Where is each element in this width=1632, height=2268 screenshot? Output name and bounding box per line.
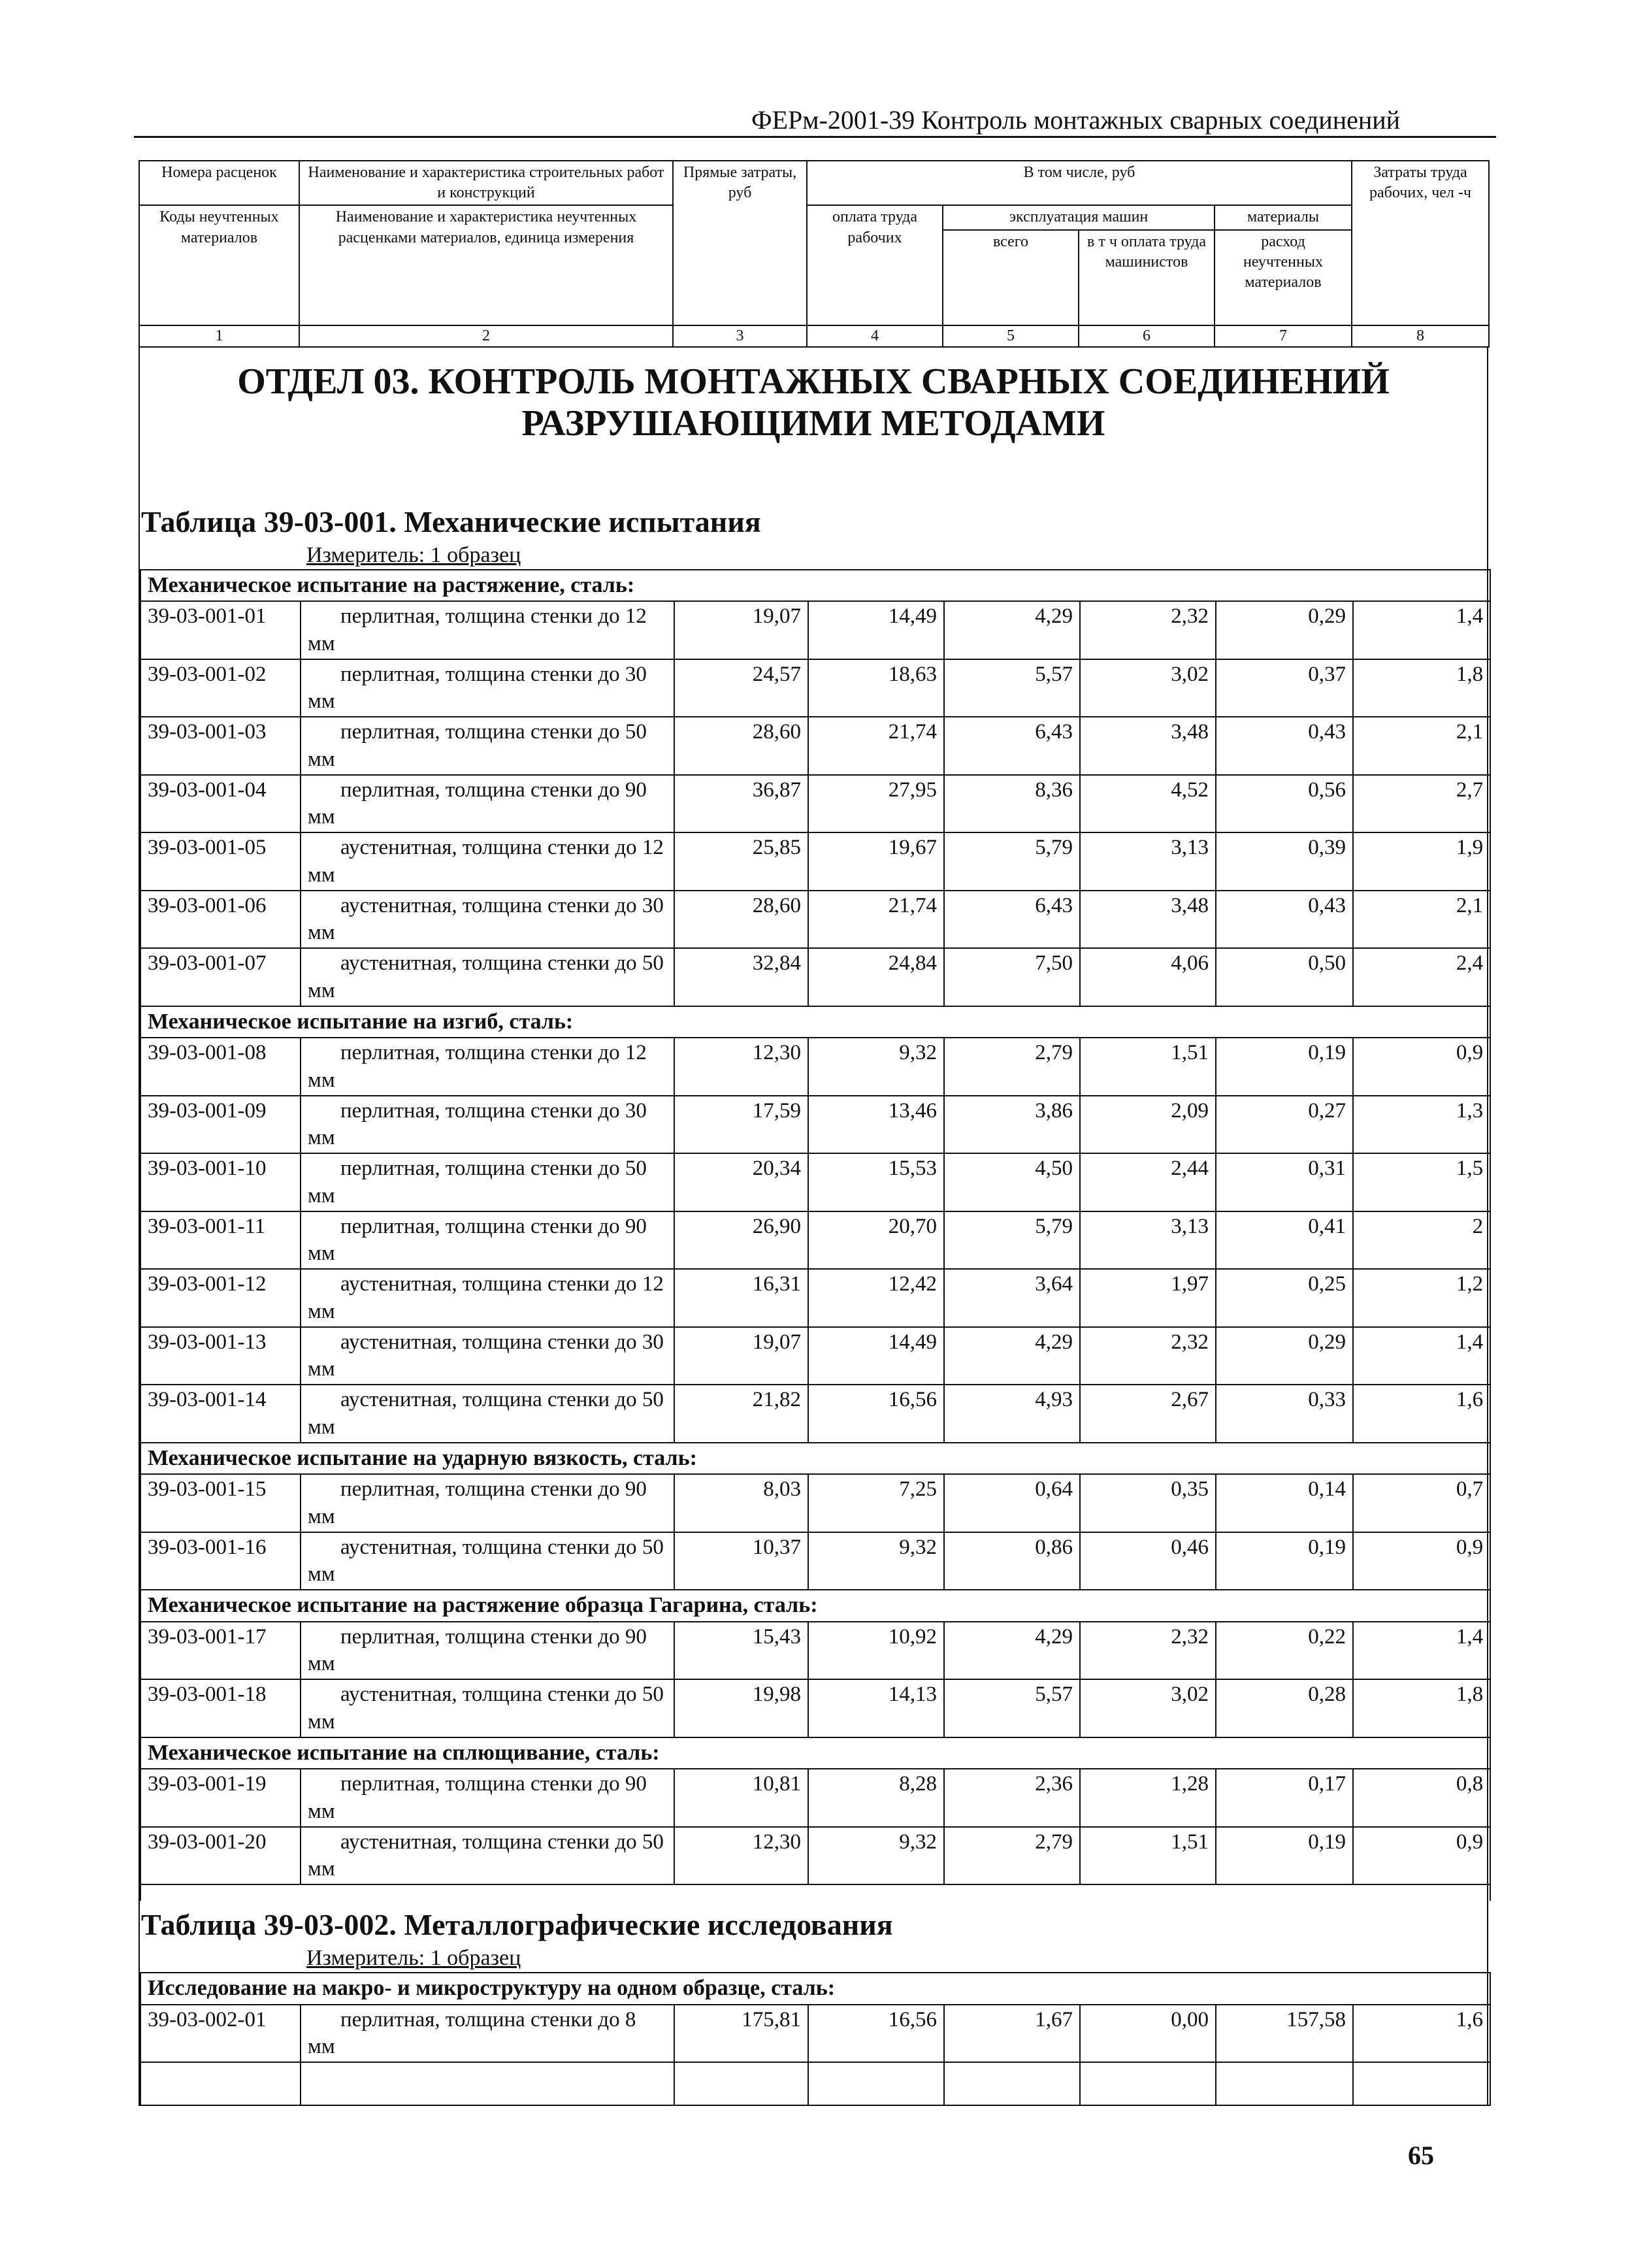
value-direct: 10,81 bbox=[674, 1769, 808, 1827]
work-description: аустенитная, толщина стенки до 12 мм bbox=[301, 832, 674, 891]
value-materials: 0,29 bbox=[1216, 601, 1353, 659]
value-mach-total: 0,64 bbox=[944, 1474, 1080, 1532]
work-description: перлитная, толщина стенки до 12 мм bbox=[301, 1038, 674, 1096]
rate-code: 39-03-001-08 bbox=[140, 1038, 301, 1096]
value-mach-labor: 0,00 bbox=[1080, 2005, 1216, 2063]
value-materials: 0,56 bbox=[1216, 775, 1353, 833]
value-materials: 0,25 bbox=[1216, 1269, 1353, 1327]
value-direct: 19,07 bbox=[674, 1327, 808, 1385]
value-direct: 24,57 bbox=[674, 659, 808, 717]
value-hours: 1,4 bbox=[1353, 601, 1490, 659]
department-heading bbox=[139, 348, 1488, 498]
value-materials: 0,33 bbox=[1216, 1385, 1353, 1443]
value-labor: 12,42 bbox=[808, 1269, 944, 1327]
table-row bbox=[140, 1769, 1490, 1827]
value-hours: 1,9 bbox=[1353, 832, 1490, 891]
work-description: перлитная, толщина стенки до 50 мм bbox=[301, 1153, 674, 1211]
table-row bbox=[140, 1153, 1490, 1211]
column-number: 5 bbox=[943, 325, 1079, 347]
value-labor: 27,95 bbox=[808, 775, 944, 833]
value-labor: 14,49 bbox=[808, 1327, 944, 1385]
table-row bbox=[140, 1622, 1490, 1680]
value-mach-labor: 2,32 bbox=[1080, 1327, 1216, 1385]
spacer-row bbox=[140, 1884, 1490, 1901]
value-mach-labor: 0,46 bbox=[1080, 1532, 1216, 1590]
value-mach-total: 7,50 bbox=[944, 948, 1080, 1006]
value-labor: 9,32 bbox=[808, 1827, 944, 1885]
table-row bbox=[140, 2005, 1490, 2063]
value-labor: 16,56 bbox=[808, 1385, 944, 1443]
value-mach-labor: 3,02 bbox=[1080, 1679, 1216, 1737]
value-hours: 1,6 bbox=[1353, 2005, 1490, 2063]
department-title-line1: ОТДЕЛ 03. КОНТРОЛЬ МОНТАЖНЫХ СВАРНЫХ СОЕДИНЕНИЙ bbox=[237, 361, 1390, 402]
rate-code: 39-03-001-05 bbox=[140, 832, 301, 891]
value-labor: 18,63 bbox=[808, 659, 944, 717]
value-materials: 0,50 bbox=[1216, 948, 1353, 1006]
value-direct: 19,98 bbox=[674, 1679, 808, 1737]
section-heading: Механическое испытание на растяжение образца Гагарина, сталь: bbox=[140, 1590, 1490, 1622]
value-hours: 1,8 bbox=[1353, 659, 1490, 717]
value-mach-labor: 3,48 bbox=[1080, 717, 1216, 775]
work-description: аустенитная, толщина стенки до 50 мм bbox=[301, 1385, 674, 1443]
value-mach-total: 2,79 bbox=[944, 1038, 1080, 1096]
value-labor: 8,28 bbox=[808, 1769, 944, 1827]
value-labor: 15,53 bbox=[808, 1153, 944, 1211]
rate-table-body bbox=[140, 1972, 1491, 2106]
work-description: аустенитная, толщина стенки до 50 мм bbox=[301, 948, 674, 1006]
value-hours: 0,8 bbox=[1353, 1769, 1490, 1827]
section-heading-row bbox=[140, 1443, 1490, 1475]
header-material-consumption: расход неучтенных материалов bbox=[1215, 230, 1352, 325]
rate-code: 39-03-001-17 bbox=[140, 1622, 301, 1680]
value-materials: 0,28 bbox=[1216, 1679, 1353, 1737]
value-direct: 20,34 bbox=[674, 1153, 808, 1211]
table-row bbox=[140, 1096, 1490, 1154]
value-labor: 19,67 bbox=[808, 832, 944, 891]
value-materials: 0,39 bbox=[1216, 832, 1353, 891]
value-mach-total: 4,93 bbox=[944, 1385, 1080, 1443]
rate-code: 39-03-001-01 bbox=[140, 601, 301, 659]
value-direct: 26,90 bbox=[674, 1211, 808, 1270]
rate-code: 39-03-001-18 bbox=[140, 1679, 301, 1737]
value-hours: 1,4 bbox=[1353, 1622, 1490, 1680]
column-number: 2 bbox=[299, 325, 673, 347]
rate-code: 39-03-001-07 bbox=[140, 948, 301, 1006]
value-mach-total: 5,57 bbox=[944, 1679, 1080, 1737]
rate-table bbox=[139, 1901, 1488, 2106]
work-description: перлитная, толщина стенки до 8 мм bbox=[301, 2005, 674, 2063]
value-materials: 0,43 bbox=[1216, 891, 1353, 949]
value-hours: 1,8 bbox=[1353, 1679, 1490, 1737]
rate-code: 39-03-002-01 bbox=[140, 2005, 301, 2063]
table-row bbox=[140, 1269, 1490, 1327]
value-mach-labor: 1,51 bbox=[1080, 1038, 1216, 1096]
rate-code: 39-03-001-02 bbox=[140, 659, 301, 717]
section-heading-row bbox=[140, 1590, 1490, 1622]
value-mach-labor: 3,13 bbox=[1080, 1211, 1216, 1270]
work-description: перлитная, толщина стенки до 90 мм bbox=[301, 1211, 674, 1270]
table-row bbox=[140, 601, 1490, 659]
value-mach-total: 4,50 bbox=[944, 1153, 1080, 1211]
value-direct: 17,59 bbox=[674, 1096, 808, 1154]
value-mach-labor: 1,51 bbox=[1080, 1827, 1216, 1885]
header-including: В том числе, руб bbox=[807, 161, 1352, 205]
value-materials: 0,27 bbox=[1216, 1096, 1353, 1154]
value-labor: 9,32 bbox=[808, 1038, 944, 1096]
table-row bbox=[140, 659, 1490, 717]
page-number: 65 bbox=[1408, 2141, 1434, 2170]
work-description: аустенитная, толщина стенки до 50 мм bbox=[301, 1532, 674, 1590]
value-materials: 0,22 bbox=[1216, 1622, 1353, 1680]
table-row bbox=[140, 1385, 1490, 1443]
header-machine-operation: эксплуатация машин bbox=[943, 205, 1215, 229]
value-labor: 21,74 bbox=[808, 717, 944, 775]
rate-code: 39-03-001-19 bbox=[140, 1769, 301, 1827]
column-number: 8 bbox=[1352, 325, 1489, 347]
table-title: Таблица 39-03-002. Металлографические исследования bbox=[141, 1908, 893, 1942]
value-mach-total: 4,29 bbox=[944, 1327, 1080, 1385]
work-description: аустенитная, толщина стенки до 30 мм bbox=[301, 891, 674, 949]
header-direct-costs: Прямые затраты, руб bbox=[673, 161, 807, 325]
value-hours: 1,2 bbox=[1353, 1269, 1490, 1327]
table-header bbox=[139, 160, 1490, 348]
value-mach-labor: 2,67 bbox=[1080, 1385, 1216, 1443]
work-description: перлитная, толщина стенки до 90 мм bbox=[301, 1474, 674, 1532]
value-mach-labor: 2,32 bbox=[1080, 601, 1216, 659]
rate-code: 39-03-001-11 bbox=[140, 1211, 301, 1270]
work-description: аустенитная, толщина стенки до 50 мм bbox=[301, 1827, 674, 1885]
value-mach-total: 6,43 bbox=[944, 717, 1080, 775]
measurement-unit: Измеритель: 1 образец bbox=[306, 542, 521, 567]
value-labor: 13,46 bbox=[808, 1096, 944, 1154]
value-mach-labor: 3,13 bbox=[1080, 832, 1216, 891]
value-labor: 14,49 bbox=[808, 601, 944, 659]
header-machinist-pay: в т ч оплата труда машинистов bbox=[1079, 230, 1215, 325]
value-hours: 2,1 bbox=[1353, 891, 1490, 949]
measurement-unit-line bbox=[140, 543, 1487, 569]
value-mach-total: 2,79 bbox=[944, 1827, 1080, 1885]
value-mach-labor: 3,48 bbox=[1080, 891, 1216, 949]
rate-code: 39-03-001-12 bbox=[140, 1269, 301, 1327]
value-hours: 1,6 bbox=[1353, 1385, 1490, 1443]
table-row bbox=[140, 948, 1490, 1006]
value-mach-labor: 4,06 bbox=[1080, 948, 1216, 1006]
section-heading-row bbox=[140, 1737, 1490, 1769]
value-labor: 7,25 bbox=[808, 1474, 944, 1532]
value-direct: 25,85 bbox=[674, 832, 808, 891]
section-heading: Механическое испытание на ударную вязкость, сталь: bbox=[140, 1443, 1490, 1475]
header-work-name: Наименование и характеристика строительных работ и конструкций bbox=[299, 161, 673, 205]
work-description: аустенитная, толщина стенки до 50 мм bbox=[301, 1679, 674, 1737]
rate-code: 39-03-001-13 bbox=[140, 1327, 301, 1385]
value-direct: 21,82 bbox=[674, 1385, 808, 1443]
value-mach-total: 0,86 bbox=[944, 1532, 1080, 1590]
value-hours: 2 bbox=[1353, 1211, 1490, 1270]
work-description: перлитная, толщина стенки до 12 мм bbox=[301, 601, 674, 659]
department-title-line2: РАЗРУШАЮЩИМИ МЕТОДАМИ bbox=[521, 403, 1105, 444]
rate-code: 39-03-001-15 bbox=[140, 1474, 301, 1532]
table-row bbox=[140, 775, 1490, 833]
work-description: перлитная, толщина стенки до 30 мм bbox=[301, 659, 674, 717]
value-mach-total: 5,79 bbox=[944, 832, 1080, 891]
rate-code: 39-03-001-06 bbox=[140, 891, 301, 949]
value-mach-total: 2,36 bbox=[944, 1769, 1080, 1827]
value-mach-total: 3,86 bbox=[944, 1096, 1080, 1154]
value-direct: 19,07 bbox=[674, 601, 808, 659]
column-number: 6 bbox=[1079, 325, 1215, 347]
header-rate-numbers: Номера расценок bbox=[139, 161, 299, 205]
section-heading: Механическое испытание на изгиб, сталь: bbox=[140, 1006, 1490, 1038]
table-title: Таблица 39-03-001. Механические испытания bbox=[141, 504, 761, 538]
running-header: ФЕРм-2001-39 Контроль монтажных сварных соединений bbox=[751, 105, 1401, 135]
value-direct: 12,30 bbox=[674, 1827, 808, 1885]
table-row bbox=[140, 1211, 1490, 1270]
table-row bbox=[140, 1327, 1490, 1385]
value-materials: 0,37 bbox=[1216, 659, 1353, 717]
value-direct: 28,60 bbox=[674, 717, 808, 775]
table-row bbox=[140, 1679, 1490, 1737]
column-number: 7 bbox=[1215, 325, 1352, 347]
value-hours: 0,9 bbox=[1353, 1827, 1490, 1885]
value-direct: 28,60 bbox=[674, 891, 808, 949]
value-materials: 0,17 bbox=[1216, 1769, 1353, 1827]
section-heading: Механическое испытание на сплющивание, сталь: bbox=[140, 1737, 1490, 1769]
work-description: перлитная, толщина стенки до 90 мм bbox=[301, 775, 674, 833]
table-row bbox=[140, 1532, 1490, 1590]
header-labor-hours: Затраты труда рабочих, чел -ч bbox=[1352, 161, 1489, 325]
value-mach-total: 4,29 bbox=[944, 601, 1080, 659]
value-mach-total: 8,36 bbox=[944, 775, 1080, 833]
rate-sheet bbox=[139, 160, 1488, 2106]
column-number: 1 bbox=[139, 325, 299, 347]
value-materials: 0,14 bbox=[1216, 1474, 1353, 1532]
rate-code: 39-03-001-04 bbox=[140, 775, 301, 833]
rate-tables bbox=[139, 498, 1488, 2107]
value-mach-labor: 0,35 bbox=[1080, 1474, 1216, 1532]
rate-code: 39-03-001-10 bbox=[140, 1153, 301, 1211]
value-labor: 16,56 bbox=[808, 2005, 944, 2063]
value-direct: 8,03 bbox=[674, 1474, 808, 1532]
table-row bbox=[140, 717, 1490, 775]
value-mach-labor: 3,02 bbox=[1080, 659, 1216, 717]
value-labor: 10,92 bbox=[808, 1622, 944, 1680]
measurement-unit-line bbox=[140, 1946, 1487, 1972]
value-mach-labor: 1,28 bbox=[1080, 1769, 1216, 1827]
work-description: перлитная, толщина стенки до 30 мм bbox=[301, 1096, 674, 1154]
value-materials: 0,19 bbox=[1216, 1532, 1353, 1590]
rate-code: 39-03-001-14 bbox=[140, 1385, 301, 1443]
value-hours: 1,5 bbox=[1353, 1153, 1490, 1211]
spacer-row bbox=[140, 2062, 1490, 2105]
value-mach-labor: 2,09 bbox=[1080, 1096, 1216, 1154]
value-direct: 36,87 bbox=[674, 775, 808, 833]
value-mach-labor: 2,44 bbox=[1080, 1153, 1216, 1211]
rate-code: 39-03-001-03 bbox=[140, 717, 301, 775]
value-mach-total: 1,67 bbox=[944, 2005, 1080, 2063]
section-heading: Исследование на макро- и микроструктуру на одном образце, сталь: bbox=[140, 1973, 1490, 2005]
value-hours: 2,4 bbox=[1353, 948, 1490, 1006]
header-materials: материалы bbox=[1215, 205, 1352, 229]
value-direct: 16,31 bbox=[674, 1269, 808, 1327]
rate-table bbox=[139, 498, 1488, 1901]
value-hours: 1,4 bbox=[1353, 1327, 1490, 1385]
value-hours: 1,3 bbox=[1353, 1096, 1490, 1154]
value-labor: 20,70 bbox=[808, 1211, 944, 1270]
value-materials: 0,19 bbox=[1216, 1827, 1353, 1885]
work-description: аустенитная, толщина стенки до 30 мм bbox=[301, 1327, 674, 1385]
work-description: перлитная, толщина стенки до 50 мм bbox=[301, 717, 674, 775]
section-heading-row bbox=[140, 1006, 1490, 1038]
value-mach-total: 6,43 bbox=[944, 891, 1080, 949]
value-materials: 0,41 bbox=[1216, 1211, 1353, 1270]
value-mach-labor: 2,32 bbox=[1080, 1622, 1216, 1680]
value-mach-total: 3,64 bbox=[944, 1269, 1080, 1327]
value-mach-labor: 1,97 bbox=[1080, 1269, 1216, 1327]
value-labor: 9,32 bbox=[808, 1532, 944, 1590]
section-heading-row bbox=[140, 1973, 1490, 2005]
work-description: перлитная, толщина стенки до 90 мм bbox=[301, 1622, 674, 1680]
value-mach-total: 5,79 bbox=[944, 1211, 1080, 1270]
value-direct: 12,30 bbox=[674, 1038, 808, 1096]
column-number: 3 bbox=[673, 325, 807, 347]
value-direct: 15,43 bbox=[674, 1622, 808, 1680]
value-hours: 0,9 bbox=[1353, 1532, 1490, 1590]
column-number-row bbox=[139, 325, 1489, 347]
table-row bbox=[140, 1827, 1490, 1885]
value-materials: 0,19 bbox=[1216, 1038, 1353, 1096]
table-row bbox=[140, 832, 1490, 891]
value-mach-total: 5,57 bbox=[944, 659, 1080, 717]
value-labor: 14,13 bbox=[808, 1679, 944, 1737]
section-heading: Механическое испытание на растяжение, сталь: bbox=[140, 570, 1490, 602]
section-heading-row bbox=[140, 570, 1490, 602]
header-rule bbox=[134, 136, 1496, 138]
value-hours: 2,7 bbox=[1353, 775, 1490, 833]
rate-code: 39-03-001-20 bbox=[140, 1827, 301, 1885]
value-direct: 175,81 bbox=[674, 2005, 808, 2063]
header-machine-total: всего bbox=[943, 230, 1079, 325]
header-worker-pay: оплата труда рабочих bbox=[807, 205, 943, 325]
value-mach-total: 4,29 bbox=[944, 1622, 1080, 1680]
value-hours: 0,7 bbox=[1353, 1474, 1490, 1532]
measurement-unit: Измеритель: 1 образец bbox=[306, 1946, 521, 1971]
rate-table-body bbox=[140, 569, 1491, 1901]
header-material-name: Наименование и характеристика неучтенных расценками материалов, единица измерения bbox=[299, 205, 673, 325]
table-row bbox=[140, 891, 1490, 949]
value-labor: 24,84 bbox=[808, 948, 944, 1006]
value-labor: 21,74 bbox=[808, 891, 944, 949]
value-hours: 0,9 bbox=[1353, 1038, 1490, 1096]
value-materials: 0,31 bbox=[1216, 1153, 1353, 1211]
value-direct: 32,84 bbox=[674, 948, 808, 1006]
table-row bbox=[140, 1474, 1490, 1532]
value-materials: 0,29 bbox=[1216, 1327, 1353, 1385]
table-row bbox=[140, 1038, 1490, 1096]
value-direct: 10,37 bbox=[674, 1532, 808, 1590]
work-description: аустенитная, толщина стенки до 12 мм bbox=[301, 1269, 674, 1327]
column-number: 4 bbox=[807, 325, 943, 347]
value-hours: 2,1 bbox=[1353, 717, 1490, 775]
value-mach-labor: 4,52 bbox=[1080, 775, 1216, 833]
header-material-codes: Коды неучтенных материалов bbox=[139, 205, 299, 325]
rate-code: 39-03-001-09 bbox=[140, 1096, 301, 1154]
rate-code: 39-03-001-16 bbox=[140, 1532, 301, 1590]
value-materials: 0,43 bbox=[1216, 717, 1353, 775]
work-description: перлитная, толщина стенки до 90 мм bbox=[301, 1769, 674, 1827]
value-materials: 157,58 bbox=[1216, 2005, 1353, 2063]
